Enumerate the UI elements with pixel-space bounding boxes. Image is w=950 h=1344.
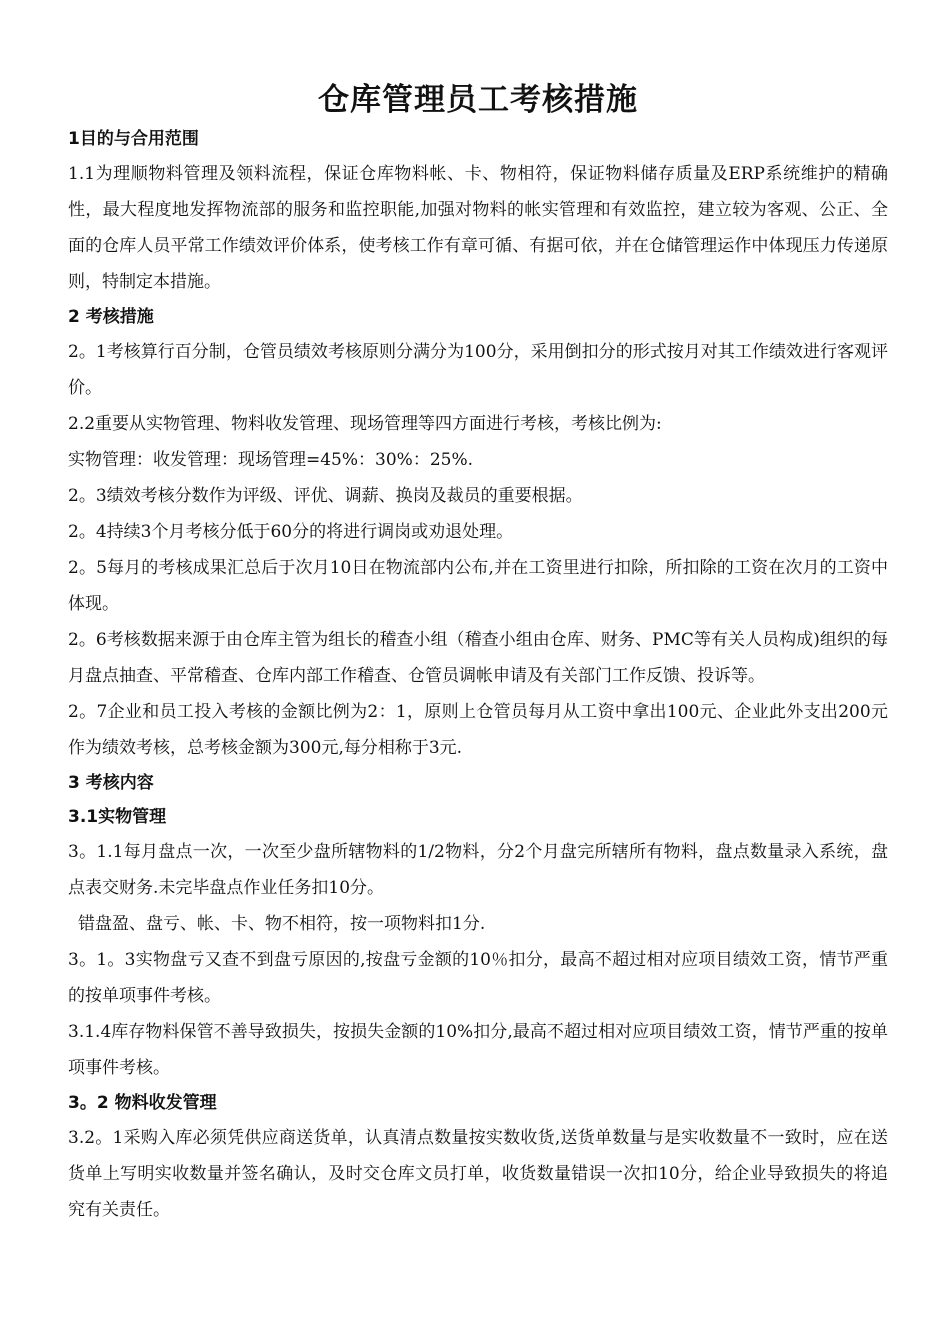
paragraph-3-1-1: 3。1.1每月盘点一次，一次至少盘所辖物料的1/2物料，分2个月盘完所辖所有物料，盘点数量录入系统，盘点表交财务.未完毕盘点作业任务扣10分。 (68, 842, 888, 898)
paragraph-3-1-4: 3.1.4库存物料保管不善导致损失，按损失金额的10%扣分,最高不超过相对应项目绩效工资，情节严重的按单项事件考核。 (68, 1022, 888, 1078)
subsection-heading-3-2: 3。2 物料收发管理 (68, 1093, 217, 1113)
paragraph-2-5: 2。5每月的考核成果汇总后于次月10日在物流部内公布,并在工资里进行扣除，所扣除的工资在次月的工资中体现。 (68, 558, 888, 614)
document-title: 仓库管理员工考核措施 (318, 82, 638, 118)
section-heading-1: 1目的与合用范围 (68, 129, 199, 149)
paragraph-3-1-3: 3。1。3实物盘亏又查不到盘亏原因的,按盘亏金额的10％扣分，最高不超过相对应项目绩效工资，情节严重的按单项事件考核。 (68, 950, 888, 1006)
paragraph-2-7: 2。7企业和员工投入考核的金额比例为2：1，原则上仓管员每月从工资中拿出100元、企业此外支出200元作为绩效考核，总考核金额为300元,每分相称于3元. (68, 702, 888, 758)
subsection-heading-3-1: 3.1实物管理 (68, 807, 167, 827)
paragraph-2-2: 2.2重要从实物管理、物料收发管理、现场管理等四方面进行考核，考核比例为: (68, 414, 662, 434)
paragraph-3-2-1: 3.2。1采购入库必须凭供应商送货单，认真清点数量按实数收货,送货单数量与是实收数量不一致时，应在送货单上写明实收数量并签名确认，及时交仓库文员打单，收货数量错误一次扣10分，给企业导致损失的将追究有关责任。 (68, 1128, 888, 1220)
paragraph-1-1: 1.1为理顺物料管理及领料流程，保证仓库物料帐、卡、物相符，保证物料储存质量及ERP系统维护的精确性，最大程度地发挥物流部的服务和监控职能,加强对物料的帐实管理和有效监控，建立较为客观、公正、全面的仓库人员平常工作绩效评价体系，使考核工作有章可循、有据可依，并在仓储管理运作中体现压力传递原则，特制定本措施。 (68, 164, 888, 292)
paragraph-2-3: 2。3绩效考核分数作为评级、评优、调薪、换岗及裁员的重要根据。 (68, 486, 583, 506)
document-body (68, 122, 888, 1228)
paragraph-2-6: 2。6考核数据来源于由仓库主管为组长的稽查小组（稽查小组由仓库、财务、PMC等有关人员构成)组织的每月盘点抽查、平常稽查、仓库内部工作稽查、仓管员调帐申请及有关部门工作反馈、投诉等。 (68, 630, 888, 686)
paragraph-2-2-ratio: 实物管理：收发管理：现场管理=45%：30%：25%. (68, 450, 474, 470)
section-heading-2: 2 考核措施 (68, 307, 154, 327)
paragraph-3-1-2: 错盘盈、盘亏、帐、卡、物不相符，按一项物料扣1分. (78, 914, 486, 934)
paragraph-2-1: 2。1考核算行百分制，仓管员绩效考核原则分满分为100分，采用倒扣分的形式按月对其工作绩效进行客观评价。 (68, 342, 888, 398)
section-heading-3: 3 考核内容 (68, 773, 154, 793)
paragraph-2-4: 2。4持续3个月考核分低于60分的将进行调岗或劝退处理。 (68, 522, 514, 542)
